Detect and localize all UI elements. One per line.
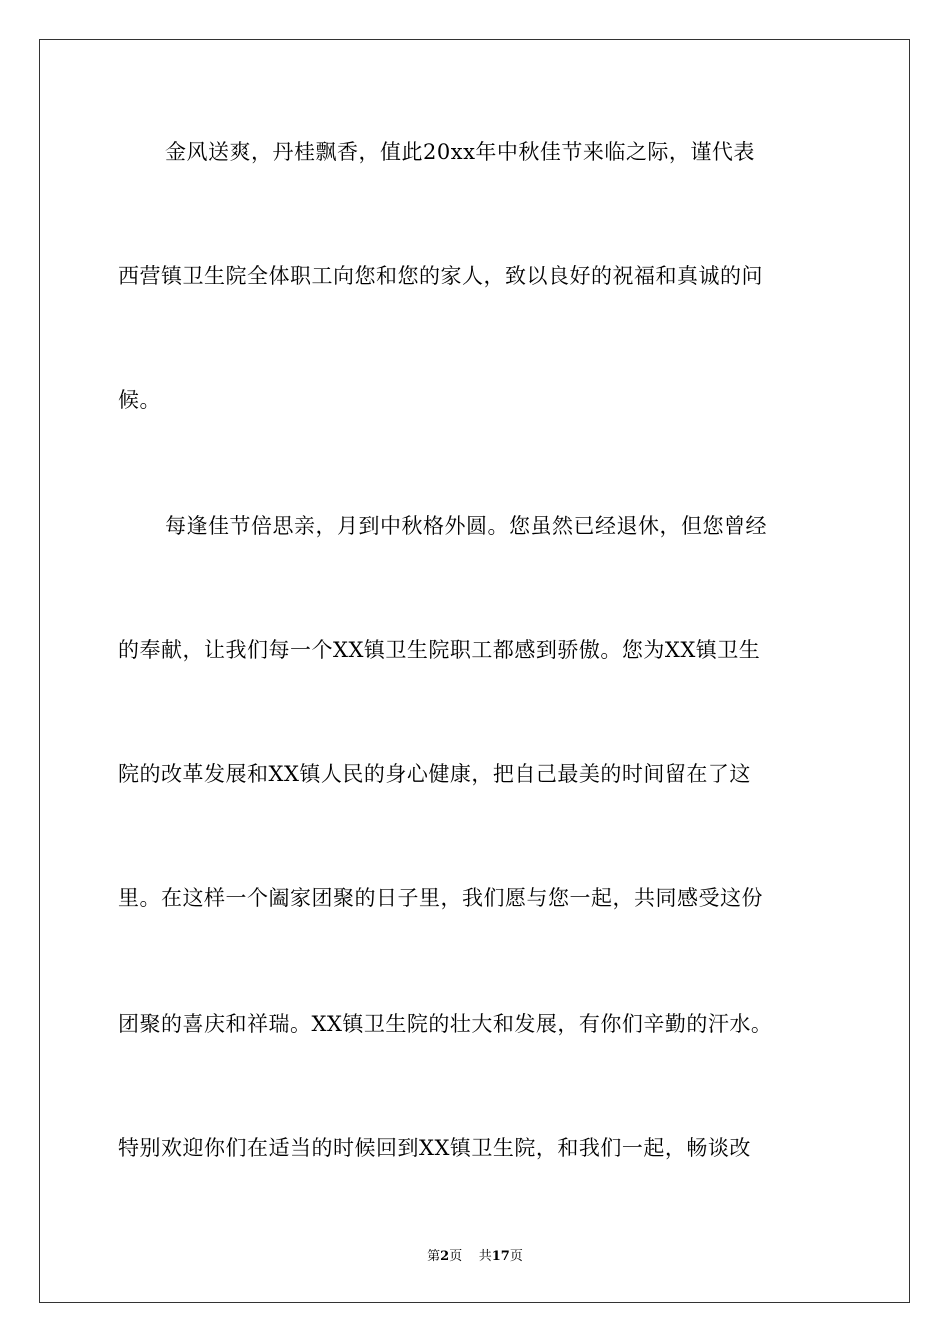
paragraph-1-line-2: 西营镇卫生院全体职工向您和您的家人，致以良好的祝福和真诚的问 (118, 264, 763, 288)
page-footer (0, 1248, 950, 1266)
paragraph-2-line-1: 每逢佳节倍思亲，月到中秋格外圆。您虽然已经退休，但您曾经 (165, 514, 767, 538)
paragraph-1-line-3: 候。 (118, 388, 161, 412)
paragraph-2-line-5: 团聚的喜庆和祥瑞。XX镇卫生院的壮大和发展，有你们辛勤的汗水。 (118, 1012, 773, 1036)
page-number: 2 (440, 1249, 450, 1264)
total-pages: 17 (491, 1249, 510, 1264)
paragraph-2-line-6: 特别欢迎你们在适当的时候回到XX镇卫生院，和我们一起，畅谈改 (118, 1136, 751, 1160)
paragraph-2-line-2: 的奉献，让我们每一个XX镇卫生院职工都感到骄傲。您为XX镇卫生 (118, 638, 761, 662)
page-border (39, 39, 910, 1303)
paragraph-2-line-4: 里。在这样一个阖家团聚的日子里，我们愿与您一起，共同感受这份 (118, 886, 763, 910)
page-prefix: 第 (427, 1249, 441, 1264)
paragraph-1-line-1: 金风送爽，丹桂飘香，值此20xx年中秋佳节来临之际，谨代表 (165, 140, 755, 164)
total-suffix: 页 (509, 1249, 523, 1264)
total-prefix: 共 (478, 1249, 492, 1264)
paragraph-2-line-3: 院的改革发展和XX镇人民的身心健康，把自己最美的时间留在了这 (118, 762, 751, 786)
page-suffix: 页 (449, 1249, 463, 1264)
